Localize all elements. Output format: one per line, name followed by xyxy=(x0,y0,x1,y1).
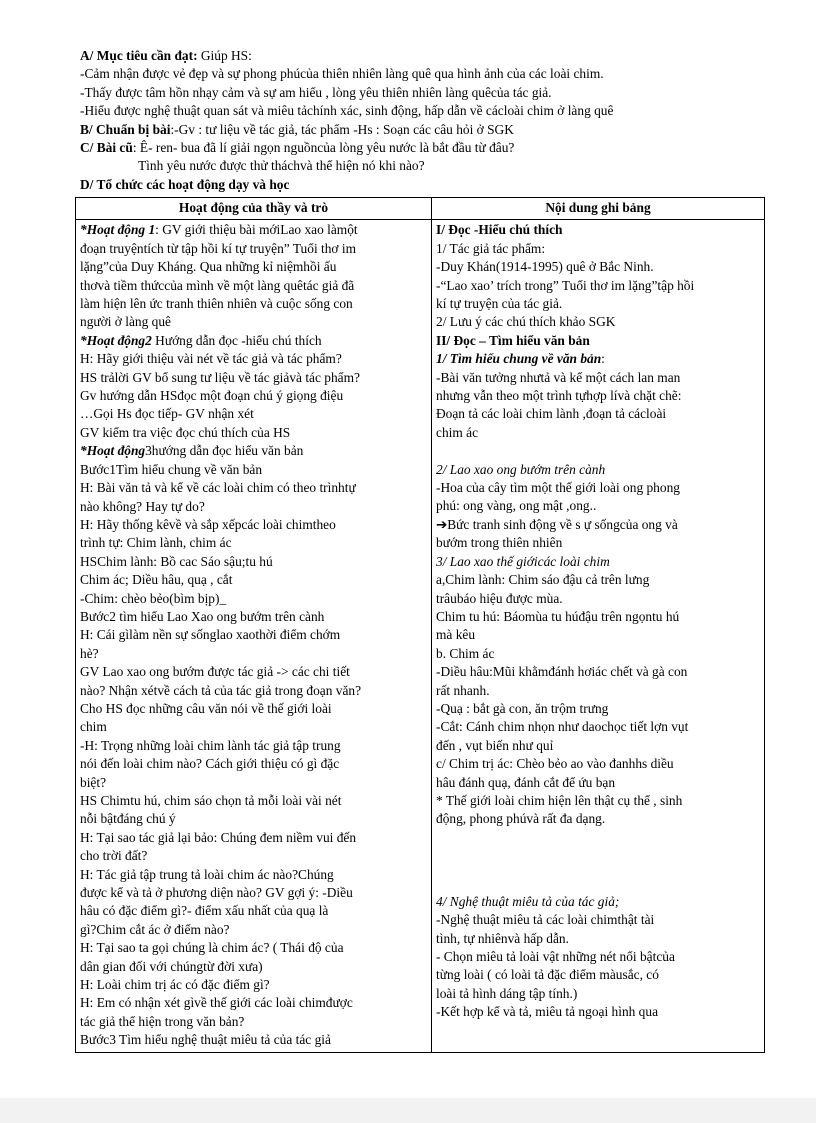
review-title: C/ Bài cũ xyxy=(80,140,133,156)
board-notes-art xyxy=(436,893,760,1022)
text-run: 2/ Lưu ý các chú thích khảo SGK xyxy=(436,314,616,330)
board-notes-top xyxy=(436,221,760,828)
review-line xyxy=(80,139,770,157)
text-run: : GV giới thiệu bài mớiLao xao làmột xyxy=(155,222,358,238)
text-run: hâu đánh quạ, đánh cắt để ứu bạn xyxy=(436,774,616,790)
text-line xyxy=(436,682,760,700)
text-run: HS trảlời GV bổ sung tư liệu về tác giảvà tác phẩm? xyxy=(80,369,360,385)
text-line xyxy=(80,369,427,387)
objectives-title: A/ Mục tiêu cần đạt: xyxy=(80,48,198,63)
text-run: -Duy Khán(1914-1995) quê ở Bắc Ninh. xyxy=(436,259,654,275)
text-run: -Kết hợp kể và tả, miêu tả ngoại hình qua xyxy=(436,1004,659,1020)
text-run: : xyxy=(601,351,605,367)
text-run: -Hoa của cây tìm một thế giới loài ong phong xyxy=(436,480,680,496)
text-line xyxy=(436,792,760,810)
text-line xyxy=(80,682,427,700)
text-run: Bước2 tìm hiểu Lao Xao ong bướm trên cành xyxy=(80,608,325,624)
text-line xyxy=(80,718,427,736)
text-run: -Chim: chèo bẻo(bìm bịp)_ xyxy=(80,590,227,606)
text-run: trình tự: Chim lành, chim ác xyxy=(80,535,232,551)
text-run: H: Tại sao ta gọi chúng là chim ác? ( Thái độ của xyxy=(80,940,344,956)
text-line xyxy=(80,608,427,626)
preparation-line xyxy=(80,121,770,139)
text-run: H: Tại sao tác giả lại bảo: Chúng đem niềm vui đến xyxy=(80,829,357,845)
text-line xyxy=(436,774,760,792)
bold-run: *Hoạt động 1 xyxy=(80,222,156,238)
text-line xyxy=(436,277,760,295)
text-line xyxy=(436,553,760,571)
text-line xyxy=(80,240,427,258)
text-line xyxy=(80,700,427,718)
text-run: H: Cái gìlàm nền sự sốnglao xaothời điểm chớm xyxy=(80,627,341,643)
text-line xyxy=(436,911,760,929)
text-line xyxy=(80,553,427,571)
text-run: nào không? Hay tự do? xyxy=(80,498,205,514)
text-run: người ở làng quê xyxy=(80,314,171,330)
text-run: kí tự truyện của tác giả. xyxy=(436,296,563,312)
text-line xyxy=(436,608,760,626)
text-line xyxy=(436,258,760,276)
text-line xyxy=(80,829,427,847)
text-line xyxy=(436,663,760,681)
text-run: …Gọi Hs đọc tiếp- GV nhận xét xyxy=(80,406,254,422)
text-run: hè? xyxy=(80,645,99,661)
board-notes-cell xyxy=(432,220,765,1052)
text-run: Đoạn tả các loài chim lành ,đoạn tả cácloài xyxy=(436,406,667,422)
text-line xyxy=(436,810,760,828)
text-run: đoạn truyệntích từ tập hồi kí tự truyện” Tuổi thơ im xyxy=(80,240,356,256)
column-header-board-notes: Nội dung ghi bảng xyxy=(432,198,765,220)
text-line xyxy=(80,792,427,810)
text-line xyxy=(436,240,760,258)
text-line xyxy=(436,221,760,239)
text-line xyxy=(80,258,427,276)
bold-run: I/ Đọc -Hiểu chú thích xyxy=(436,222,563,238)
text-line xyxy=(80,994,427,1012)
text-run: -H: Trọng những loài chim lành tác giả tập trung xyxy=(80,737,341,753)
text-run: loài tả hình dáng tập tính.) xyxy=(436,985,578,1001)
text-run: GV kiểm tra việc đọc chú thích của HS xyxy=(80,424,291,440)
text-line xyxy=(436,516,760,534)
text-run: Hướng dẫn đọc -hiểu chú thích xyxy=(151,332,322,348)
text-run: -Cắt: Cánh chim nhọn như daochọc tiết lợn vụt xyxy=(436,719,689,735)
text-run: trâubáo hiệu được mùa. xyxy=(436,590,563,606)
text-line xyxy=(436,966,760,984)
text-run: mà kêu xyxy=(436,627,476,643)
text-line xyxy=(436,313,760,331)
text-run: c/ Chim trị ác: Chèo bẻo ao vào đanhhs diều xyxy=(436,756,674,772)
text-line xyxy=(436,387,760,405)
text-line xyxy=(436,893,760,911)
text-run: bướm trong thiên nhiên xyxy=(436,535,563,551)
objective-item: -Cảm nhận được vẻ đẹp và sự phong phúcủa thiên nhiên làng quê qua hình ảnh của các loài chim. xyxy=(80,66,604,82)
text-line xyxy=(80,902,427,920)
text-line xyxy=(436,930,760,948)
italic-run: 2/ Lao xao ong bướm trên cành xyxy=(436,461,606,477)
text-line xyxy=(80,332,427,350)
text-run: được kể và tả ở phương diện nào? GV gợi ý: -Diều xyxy=(80,885,353,901)
text-line xyxy=(80,534,427,552)
text-line xyxy=(436,295,760,313)
text-line xyxy=(80,663,427,681)
bold-run: *Hoạt động xyxy=(80,443,146,459)
text-run: cho trời đất? xyxy=(80,848,148,864)
text-line xyxy=(436,1003,760,1021)
text-line xyxy=(80,571,427,589)
text-line xyxy=(80,590,427,608)
text-line xyxy=(80,498,427,516)
text-run: gì?Chim cắt ác ở điểm nào? xyxy=(80,921,230,937)
text-line xyxy=(436,571,760,589)
text-line xyxy=(436,442,760,460)
text-run: lặng”của Duy Kháng. Qua những kỉ niệmhồi ấu xyxy=(80,259,337,275)
text-run: chim ác xyxy=(436,424,479,440)
text-line xyxy=(80,295,427,313)
text-line xyxy=(80,958,427,976)
text-run: H: Loài chim trị ác có đặc điểm gì? xyxy=(80,977,270,993)
text-run: làm hiện lên ức tranh thiên nhiên và cuộc sống con xyxy=(80,296,353,312)
text-run: a,Chim lành: Chim sáo đậu cả trên lưng xyxy=(436,572,650,588)
text-run: nhưng vẫn theo một trình tựhợp lívà chặt chẽ: xyxy=(436,388,682,404)
text-run: H: Hãy giới thiệu vài nét về tác giả và tác phẩm? xyxy=(80,351,342,367)
text-line xyxy=(436,424,760,442)
text-run: H: Hãy thống kêvề và sắp xếpcác loài chimtheo xyxy=(80,516,336,532)
review-text: : Ê- ren- bua đã lí giải ngọn nguồncủa lòng yêu nước là bắt đầu từ đâu? xyxy=(132,140,515,156)
text-line xyxy=(80,461,427,479)
text-line xyxy=(80,626,427,644)
table-header-row xyxy=(76,198,765,220)
text-line xyxy=(436,718,760,736)
text-run: Cho HS đọc những câu văn nói về thế giới loài xyxy=(80,700,332,716)
text-line xyxy=(436,332,760,350)
text-line xyxy=(80,737,427,755)
text-run: Chim ác; Diều hâu, quạ , cắt xyxy=(80,572,233,588)
lesson-header xyxy=(80,47,770,194)
text-run: nỗi bậtđáng chú ý xyxy=(80,811,176,827)
text-line xyxy=(436,405,760,423)
text-line xyxy=(80,277,427,295)
column-header-activities: Hoạt động của thầy và trò xyxy=(76,198,432,220)
text-line xyxy=(80,921,427,939)
objectives-intro: Giúp HS: xyxy=(197,48,252,63)
objective-item: -Hiểu được nghệ thuật quan sát và miêu tảchính xác, sinh động, hấp dẫn về cácloài chim ở làng quê xyxy=(80,103,614,119)
text-run: * Thế giới loài chim hiện lên thật cụ thể , sinh xyxy=(436,792,683,808)
text-run: biệt? xyxy=(80,774,107,790)
text-run: -Diều hâu:Mũi khằmđánh hơiác chết và gà con xyxy=(436,664,688,680)
activities-title: D/ Tổ chức các hoạt động dạy và học xyxy=(80,176,290,192)
objective-item: -Thấy được tâm hồn nhạy cảm và sự am hiểu , lòng yêu thiên nhiên làng quêcủa tác giả. xyxy=(80,84,552,100)
text-run: -“Lao xao’ trích trong” Tuổi thơ im lặng”tập hồi xyxy=(436,277,695,293)
text-line xyxy=(436,590,760,608)
text-run: từng loài ( có loài tả đặc điểm màusắc, có xyxy=(436,967,659,983)
text-line xyxy=(80,976,427,994)
text-run: Chim tu hú: Báomùa tu húđậu trên ngọntu hú xyxy=(436,608,680,624)
text-line xyxy=(436,755,760,773)
text-line xyxy=(80,313,427,331)
text-line xyxy=(80,1013,427,1031)
text-line xyxy=(436,985,760,1003)
text-run: 1/ Tác giả tác phẩm: xyxy=(436,240,546,256)
text-line xyxy=(80,424,427,442)
blank-space xyxy=(436,829,760,893)
text-line xyxy=(80,755,427,773)
text-line xyxy=(436,737,760,755)
text-line xyxy=(80,350,427,368)
text-line xyxy=(436,948,760,966)
text-line xyxy=(436,497,760,515)
text-line xyxy=(436,350,760,368)
text-run: - Chọn miêu tả loài vật những nét nổi bậtcủa xyxy=(436,949,675,965)
text-line xyxy=(80,387,427,405)
text-run: ➔Bức tranh sinh động về s ự sốngcủa ong và xyxy=(436,516,678,532)
text-run: đến , vụt biến như quỉ xyxy=(436,737,554,753)
text-line xyxy=(80,442,427,460)
text-run: b. Chim ác xyxy=(436,645,495,661)
text-line xyxy=(80,405,427,423)
text-run: 3hướng dẫn đọc hiểu văn bản xyxy=(145,443,304,459)
text-run: tác giả thể hiện trong văn bản? xyxy=(80,1013,245,1029)
text-run: -Bài văn tưởng nhưtả và kể một cách lan man xyxy=(436,369,681,385)
text-run: GV Lao xao ong bướm được tác giả -> các chi tiết xyxy=(80,664,350,680)
text-line xyxy=(80,221,427,239)
table-row xyxy=(76,220,765,1052)
review-question-2: Tình yêu nước được thử tháchvà thể hiện nó khi nào? xyxy=(138,158,425,174)
bold-run: II/ Đọc – Tìm hiểu văn bản xyxy=(436,332,590,348)
text-line xyxy=(80,847,427,865)
text-line xyxy=(80,479,427,497)
text-line xyxy=(80,939,427,957)
text-run: -Nghệ thuật miêu tả các loài chimthật tài xyxy=(436,912,655,928)
text-run: H: Bài văn tả và kể về các loài chim có theo trìnhtự xyxy=(80,480,356,496)
text-run: Gv hướng dẫn HSđọc một đoạn chú ý giọng điệu xyxy=(80,388,344,404)
text-run: HS Chimtu hú, chim sáo chọn tả mỗi loài vài nét xyxy=(80,793,342,808)
activities-cell xyxy=(76,220,432,1052)
text-line xyxy=(436,534,760,552)
text-line xyxy=(80,774,427,792)
text-run: phú: ong vàng, ong mật ,ong.. xyxy=(436,498,597,514)
italic-run: 4/ Nghệ thuật miêu tả của tác giả; xyxy=(436,893,620,909)
text-run: chim xyxy=(80,719,107,735)
objectives-line xyxy=(80,47,770,65)
text-line xyxy=(436,700,760,718)
bold-run: *Hoạt động2 xyxy=(80,332,152,348)
text-run: dân gian đối với chúngtừ đời xưa) xyxy=(80,958,263,974)
text-run: Bước3 Tìm hiểu nghệ thuật miêu tả của tác giả xyxy=(80,1032,331,1048)
text-run: thơvà tiềm thứccủa mình về một làng quêtác giả đã xyxy=(80,277,355,293)
text-line xyxy=(436,626,760,644)
lesson-table xyxy=(75,197,765,1053)
text-run: tình, tự nhiênvà hấp dẫn. xyxy=(436,930,569,946)
text-run: hâu có đặc điểm gì?- điểm xấu nhất của quạ là xyxy=(80,903,329,919)
text-run: -Quạ : bắt gà con, ăn trộm trưng xyxy=(436,700,609,716)
text-line xyxy=(80,1031,427,1049)
text-line xyxy=(80,884,427,902)
text-line xyxy=(436,645,760,663)
bold-italic-run: 1/ Tìm hiểu chung về văn bản xyxy=(436,351,602,367)
text-run: động, phong phúvà rất đa dạng. xyxy=(436,811,606,827)
text-line xyxy=(436,479,760,497)
text-line xyxy=(436,369,760,387)
preparation-title: B/ Chuẩn bị bài xyxy=(80,121,171,137)
text-line xyxy=(80,810,427,828)
text-run: H: Em có nhận xét gìvề thế giới các loài chimđược xyxy=(80,995,353,1011)
text-line xyxy=(436,461,760,479)
preparation-text: :-Gv : tư liệu về tác giả, tác phẩm -Hs : Soạn các câu hỏi ở SGK xyxy=(170,121,514,137)
text-line xyxy=(80,645,427,663)
text-run: H: Tác giả tập trung tả loài chim ác nào?Chúng xyxy=(80,866,334,882)
text-run: Bước1Tìm hiểu chung về văn bản xyxy=(80,461,263,477)
text-run: nói đến loài chim nào? Cách giới thiệu có gì đặc xyxy=(80,756,340,772)
text-line xyxy=(80,866,427,884)
text-run: HSChim lành: Bồ cac Sáo sậu;tu hú xyxy=(80,553,273,569)
text-run: rất nhanh. xyxy=(436,682,490,698)
text-line xyxy=(80,516,427,534)
italic-run: 3/ Lao xao thế giớicác loài chim xyxy=(436,553,610,569)
text-run: nào? Nhận xétvề cách tả của tác giả trong đoạn văn? xyxy=(80,682,362,698)
